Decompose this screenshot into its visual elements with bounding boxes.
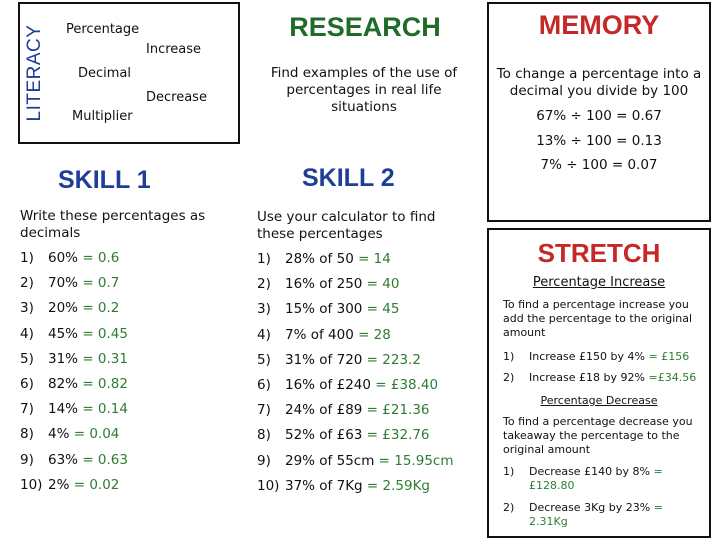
- question-number: 7): [257, 402, 271, 419]
- question-number: 3): [257, 301, 271, 318]
- question-row: [257, 251, 391, 267]
- stretch-question-row: [503, 350, 703, 364]
- question-text: 63%: [48, 451, 83, 468]
- stretch-question-body: [529, 371, 701, 385]
- question-row: [257, 478, 430, 494]
- question-row: [257, 453, 453, 469]
- question-row: [257, 352, 421, 368]
- answer-text: = £128.80: [529, 465, 663, 492]
- question-number: 9): [20, 451, 34, 468]
- question-number: 8): [257, 427, 271, 444]
- answer-text: = 15.95cm: [378, 452, 454, 469]
- answer-text: = £32.76: [366, 427, 430, 444]
- question-number: 2): [257, 276, 271, 293]
- question-text: 31% of 720: [285, 351, 367, 368]
- question-text: 82%: [48, 376, 83, 392]
- memory-title: MEMORY: [538, 10, 660, 40]
- word-decimal: Decimal: [78, 66, 132, 81]
- question-number: 10): [20, 476, 43, 493]
- question-row: [20, 477, 119, 493]
- answer-text: = 2.59Kg: [366, 477, 430, 494]
- answer-text: = 40: [366, 276, 400, 293]
- question-number: 1): [20, 250, 34, 266]
- answer-text: = 28: [358, 326, 391, 343]
- stretch-question-body: [529, 465, 701, 493]
- word-multiplier: Multiplier: [72, 109, 133, 124]
- question-number: 9): [257, 452, 271, 469]
- question-text: Decrease £140 by 8%: [529, 465, 654, 478]
- question-row: [257, 301, 399, 317]
- memory-intro: To change a percentage into a decimal you divide by 100: [496, 66, 702, 99]
- answer-text: = £21.36: [366, 402, 430, 419]
- research-text: Find examples of the use of percentages in real life situations: [270, 65, 458, 115]
- question-text: 37% of 7Kg: [285, 477, 367, 494]
- question-row: [257, 427, 430, 443]
- answer-text: = 45: [366, 301, 400, 318]
- question-row: [257, 327, 391, 343]
- literacy-title-text: LITERACY: [24, 24, 45, 122]
- memory-example: 13% ÷ 100 = 0.13: [536, 133, 662, 149]
- answer-text: = 14: [358, 251, 391, 267]
- question-text: 24% of £89: [285, 402, 367, 419]
- question-number: 4): [20, 325, 34, 342]
- question-number: 2): [503, 501, 515, 514]
- answer-text: = 0.82: [82, 376, 128, 392]
- question-text: 2%: [48, 476, 74, 493]
- question-number: 7): [20, 401, 34, 418]
- answer-text: = 0.63: [82, 451, 128, 468]
- question-text: 14%: [48, 401, 83, 418]
- question-number: 1): [503, 350, 515, 363]
- question-number: 1): [257, 251, 271, 267]
- question-row: [20, 452, 128, 468]
- answer-text: = 0.14: [82, 401, 128, 418]
- question-text: 60%: [48, 250, 83, 266]
- memory-example: 7% ÷ 100 = 0.07: [540, 157, 658, 173]
- question-row: [20, 351, 128, 367]
- question-number: 4): [257, 326, 271, 343]
- question-text: Increase £18 by 92%: [529, 371, 649, 384]
- question-text: 7% of 400: [285, 326, 359, 343]
- question-number: 3): [20, 300, 34, 317]
- answer-text: = 0.45: [82, 325, 128, 342]
- question-text: Increase £150 by 4%: [529, 350, 649, 363]
- question-text: 28% of 50: [285, 251, 359, 267]
- question-text: 16% of £240: [285, 377, 376, 393]
- skill2-instruction: Use your calculator to find these percentages: [257, 209, 436, 242]
- word-increase: Increase: [146, 42, 202, 57]
- question-text: 16% of 250: [285, 276, 367, 293]
- stretch-dec-text: To find a percentage decrease you takeaway the percentage to the original amount: [503, 415, 693, 456]
- question-number: 1): [503, 465, 515, 478]
- question-text: 20%: [48, 300, 83, 317]
- stretch-question-body: [529, 350, 701, 364]
- question-row: [20, 326, 128, 342]
- skill2-title: SKILL 2: [302, 164, 395, 192]
- question-text: 29% of 55cm: [285, 452, 379, 469]
- answer-text: = 2.31Kg: [529, 501, 663, 528]
- question-text: Decrease 3Kg by 23%: [529, 501, 654, 514]
- skill1-title: SKILL 1: [58, 166, 151, 194]
- question-text: 70%: [48, 275, 83, 292]
- stretch-title: STRETCH: [537, 238, 661, 268]
- memory-example: 67% ÷ 100 = 0.67: [536, 108, 662, 124]
- question-row: [20, 275, 119, 291]
- question-text: 45%: [48, 325, 83, 342]
- question-number: 6): [20, 376, 34, 392]
- answer-text: = 0.6: [82, 250, 120, 266]
- answer-text: =£34.56: [648, 371, 697, 384]
- question-row: [20, 376, 128, 392]
- question-number: 8): [20, 426, 34, 443]
- answer-text: = £38.40: [375, 377, 439, 393]
- question-text: 4%: [48, 426, 74, 443]
- stretch-inc-heading: Percentage Increase: [532, 275, 666, 290]
- question-text: 31%: [48, 350, 83, 367]
- answer-text: = 0.7: [82, 275, 120, 292]
- answer-text: = £156: [648, 350, 690, 363]
- question-number: 6): [257, 377, 271, 393]
- answer-text: = 0.31: [82, 350, 128, 367]
- question-row: [257, 276, 399, 292]
- question-number: 2): [503, 371, 515, 384]
- stretch-dec-heading: Percentage Decrease: [540, 394, 658, 407]
- question-number: 5): [257, 351, 271, 368]
- question-row: [257, 402, 430, 418]
- stretch-question-row: [503, 501, 703, 529]
- literacy-title: [22, 6, 48, 140]
- answer-text: = 0.02: [73, 476, 120, 493]
- question-number: 5): [20, 350, 34, 367]
- answer-text: = 0.2: [82, 300, 120, 317]
- answer-text: = 0.04: [73, 426, 120, 443]
- question-row: [20, 401, 128, 417]
- stretch-question-row: [503, 465, 703, 493]
- skill1-instruction: Write these percentages as decimals: [20, 208, 206, 241]
- research-title: RESEARCH: [289, 12, 441, 42]
- question-row: [20, 300, 119, 316]
- question-row: [257, 377, 438, 393]
- stretch-question-body: [529, 501, 701, 529]
- question-text: 15% of 300: [285, 301, 367, 318]
- question-number: 10): [257, 477, 280, 494]
- stretch-inc-text: To find a percentage increase you add the percentage to the original amount: [503, 298, 693, 339]
- word-decrease: Decrease: [146, 90, 207, 105]
- question-row: [20, 426, 119, 442]
- word-percentage: Percentage: [66, 22, 140, 37]
- question-text: 52% of £63: [285, 427, 367, 444]
- question-row: [20, 250, 119, 266]
- answer-text: = 223.2: [366, 351, 421, 368]
- question-number: 2): [20, 275, 34, 292]
- stretch-question-row: [503, 371, 703, 385]
